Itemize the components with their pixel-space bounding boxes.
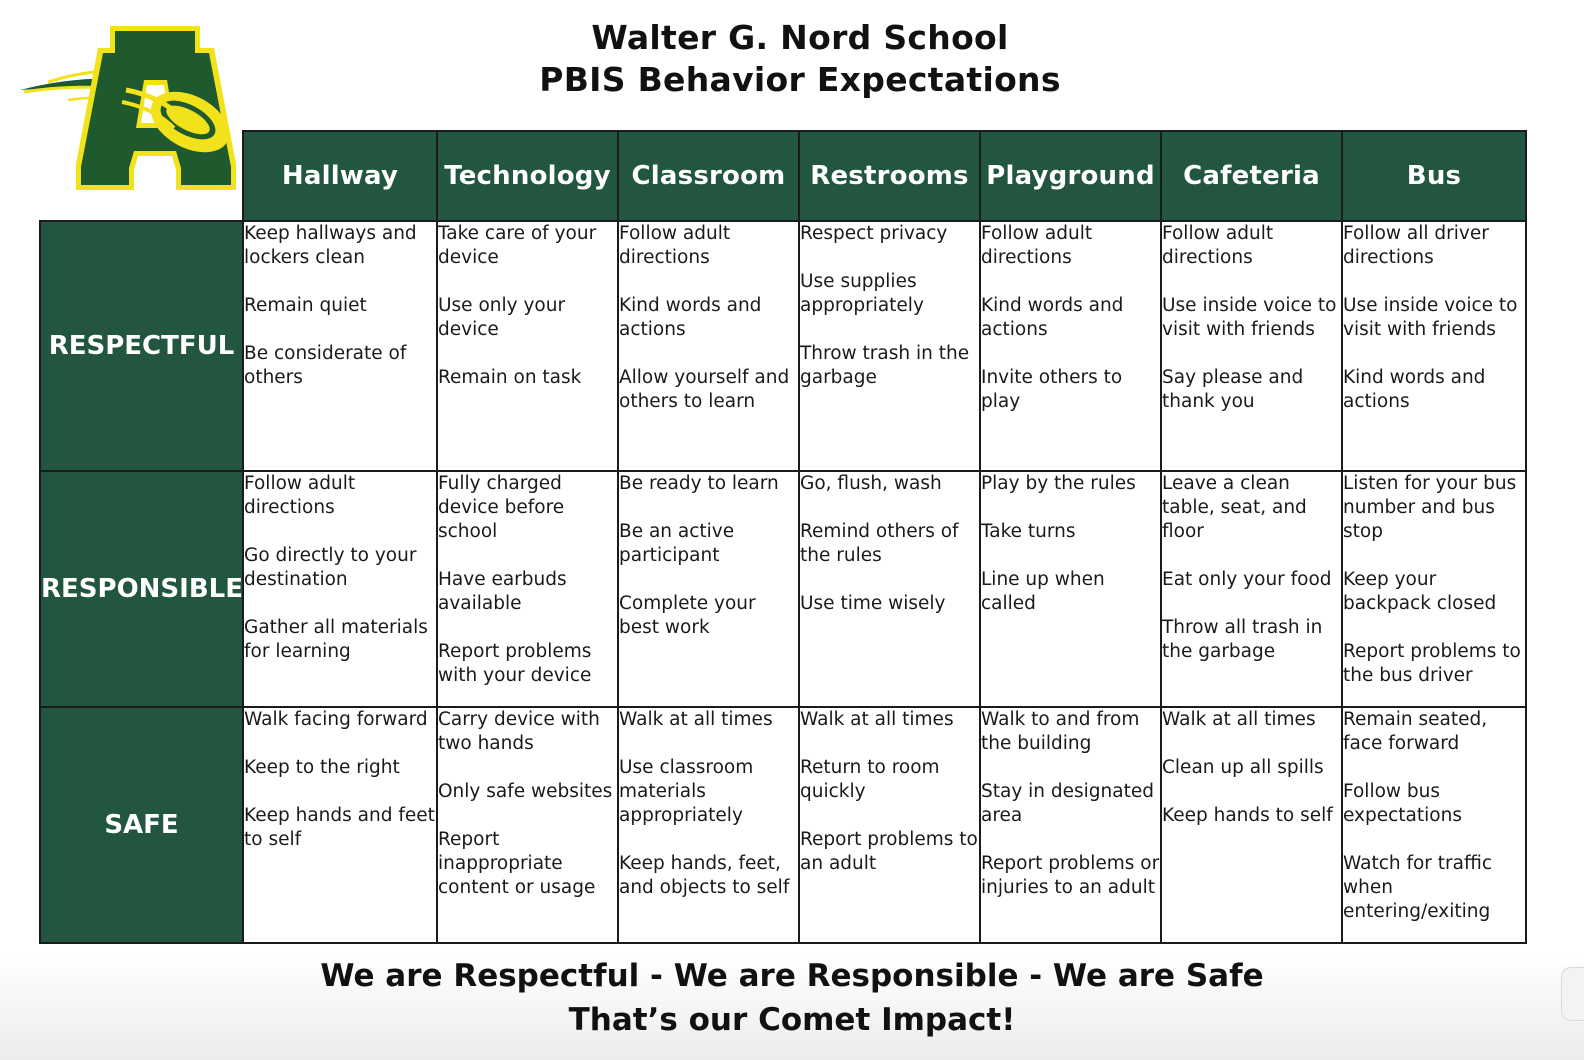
side-scroll-handle[interactable] [1561,967,1584,1021]
expectation-item: Watch for traffic when entering/exiting [1343,853,1493,922]
expectation-item: Follow adult directions [1162,223,1274,268]
expectation-item: Fully charged device before school [438,473,565,542]
table-cell [243,707,437,943]
table-cell [437,707,618,943]
table-cell [1342,471,1526,707]
expectation-item: Walk at all times [800,709,954,730]
column-header-row [40,131,1526,221]
expectation-item: Report problems to an adult [800,829,978,874]
expectation-item: Only safe websites [438,781,613,802]
table-cell [799,707,980,943]
table-cell [437,471,618,707]
column-header: Hallway [243,131,437,221]
expectation-item: Use classroom materials appropriately [619,757,754,826]
row-header: SAFE [40,707,243,943]
footer-tagline: That’s our Comet Impact! [568,1002,1016,1038]
expectation-item: Be an active participant [619,521,735,566]
table-cell [243,471,437,707]
expectation-item: Remain on task [438,367,582,388]
column-header: Bus [1342,131,1526,221]
expectation-item: Report problems or injuries to an adult [981,853,1160,898]
table-cell [980,221,1161,471]
expectation-item: Throw trash in the garbage [800,343,970,388]
matrix-corner [40,131,243,221]
expectation-item: Keep hands and feet to self [244,805,435,850]
expectation-item: Kind words and actions [619,295,762,340]
expectation-item: Follow adult directions [244,473,356,518]
table-cell [799,471,980,707]
table-cell [437,221,618,471]
expectation-item: Follow all driver directions [1343,223,1489,268]
expectation-item: Keep to the right [244,757,400,778]
table-cell [1161,707,1342,943]
expectation-item: Report problems with your device [438,641,592,686]
expectation-item: Keep hallways and lockers clean [244,223,417,268]
table-cell [1342,221,1526,471]
expectation-item: Clean up all spills [1162,757,1324,778]
expectation-item: Keep your backpack closed [1343,569,1497,614]
expectation-item: Walk facing forward [244,709,428,730]
expectation-item: Invite others to play [981,367,1123,412]
table-cell [618,707,799,943]
expectation-item: Carry device with two hands [438,709,600,754]
expectation-item: Listen for your bus number and bus stop [1343,473,1517,542]
column-header: Technology [437,131,618,221]
expectation-item: Remain seated, face forward [1343,709,1488,754]
behavior-expectations-matrix [39,130,1527,944]
expectation-item: Use time wisely [800,593,946,614]
expectation-item: Be considerate of others [244,343,407,388]
expectation-item: Play by the rules [981,473,1136,494]
table-row [40,221,1526,471]
table-cell [243,221,437,471]
expectation-item: Use only your device [438,295,566,340]
expectation-item: Report inappropriate content or usage [438,829,596,898]
footer-slogan: We are Respectful - We are Responsible - We are Safe [320,958,1264,994]
expectation-item: Kind words and actions [1343,367,1486,412]
table-cell [799,221,980,471]
expectation-item: Return to room quickly [800,757,940,802]
expectation-item: Throw all trash in the garbage [1162,617,1323,662]
expectation-item: Say please and thank you [1162,367,1304,412]
table-cell [618,221,799,471]
column-header: Restrooms [799,131,980,221]
expectation-item: Take turns [981,521,1076,542]
expectation-item: Gather all materials for learning [244,617,428,662]
expectation-item: Follow adult directions [619,223,731,268]
table-cell [618,471,799,707]
expectation-item: Report problems to the bus driver [1343,641,1521,686]
expectation-item: Use supplies appropriately [800,271,924,316]
expectation-item: Be ready to learn [619,473,779,494]
table-cell [980,707,1161,943]
expectation-item: Use inside voice to visit with friends [1343,295,1518,340]
expectation-item: Allow yourself and others to learn [619,367,790,412]
table-cell [980,471,1161,707]
expectation-item: Go, flush, wash [800,473,942,494]
table-cell [1342,707,1526,943]
expectation-item: Use inside voice to visit with friends [1162,295,1337,340]
expectation-item: Walk to and from the building [981,709,1140,754]
table-cell [1161,471,1342,707]
expectation-item: Keep hands to self [1162,805,1333,826]
expectation-item: Have earbuds available [438,569,567,614]
column-header: Playground [980,131,1161,221]
expectation-item: Remain quiet [244,295,367,316]
expectation-item: Kind words and actions [981,295,1124,340]
expectation-item: Remind others of the rules [800,521,959,566]
row-header: RESPONSIBLE [40,471,243,707]
expectation-item: Eat only your food [1162,569,1332,590]
page-subtitle: PBIS Behavior Expectations [539,60,1061,99]
expectation-item: Take care of your device [438,223,597,268]
expectation-item: Follow adult directions [981,223,1093,268]
table-cell [1161,221,1342,471]
table-row [40,707,1526,943]
row-header: RESPECTFUL [40,221,243,471]
expectation-item: Stay in designated area [981,781,1154,826]
expectation-item: Go directly to your destination [244,545,417,590]
expectation-item: Follow bus expectations [1343,781,1462,826]
column-header: Cafeteria [1161,131,1342,221]
expectation-item: Respect privacy [800,223,948,244]
table-row [40,471,1526,707]
expectation-item: Complete your best work [619,593,756,638]
expectation-item: Walk at all times [1162,709,1316,730]
expectation-item: Line up when called [981,569,1105,614]
column-header: Classroom [618,131,799,221]
school-name-title: Walter G. Nord School [591,18,1009,57]
expectation-item: Leave a clean table, seat, and floor [1162,473,1307,542]
expectation-item: Keep hands, feet, and objects to self [619,853,790,898]
expectation-item: Walk at all times [619,709,773,730]
